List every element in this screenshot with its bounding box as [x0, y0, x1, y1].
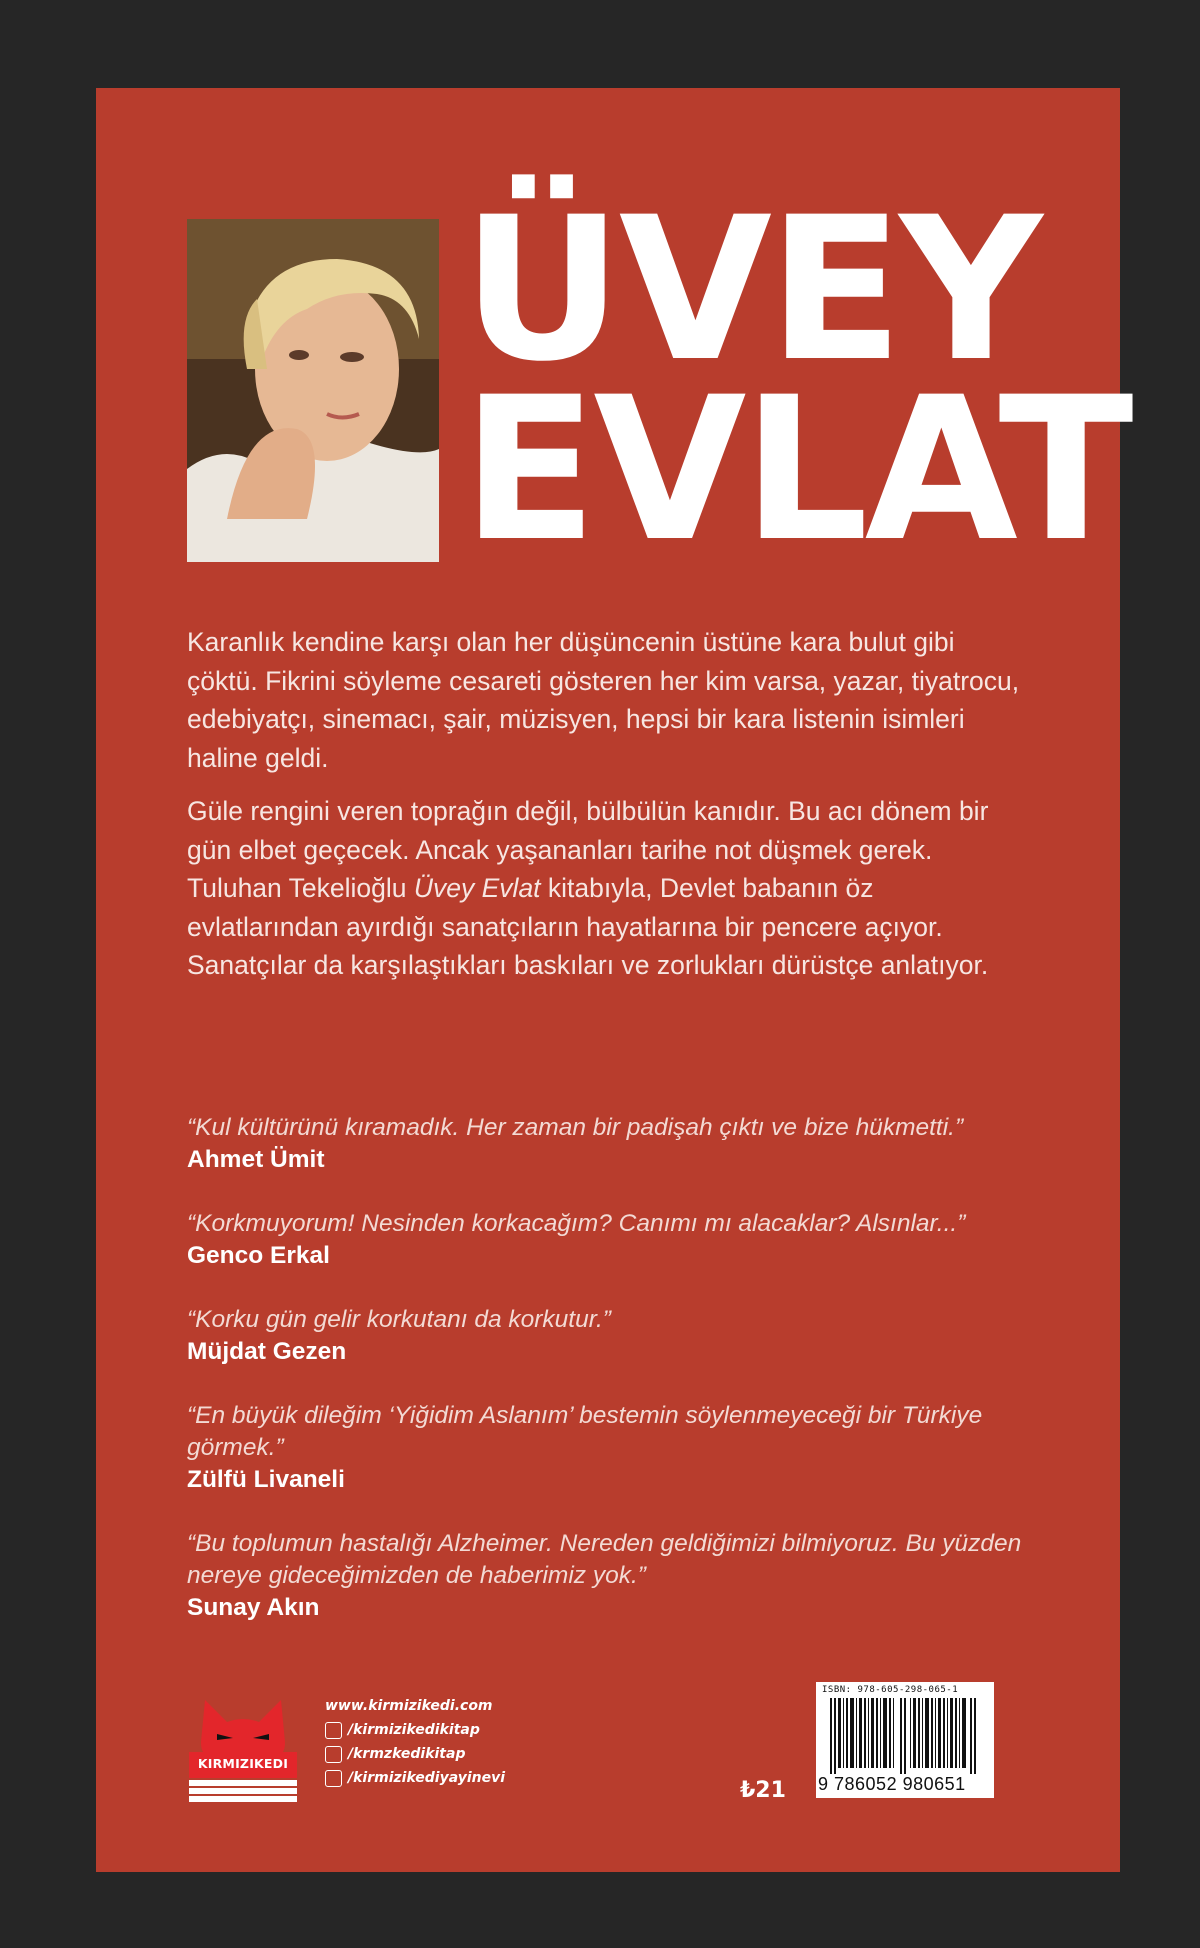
quote-item — [187, 1528, 1027, 1624]
quote-item — [187, 1208, 1027, 1272]
publisher-logo-text: KIRMIZIKEDI — [197, 1756, 289, 1771]
barcode-digits: 9 786052 980651 — [818, 1774, 966, 1794]
isbn-label: ISBN: 978-605-298-065-1 — [822, 1685, 959, 1695]
blurb — [187, 623, 1027, 1000]
quote-item — [187, 1112, 1027, 1176]
quote-text: “Bu toplumun hastalığı Alzheimer. Nereden geldiğimizi bilmiyoruz. Bu yüzden nereye gideceğimizden de haberimiz yok.” — [187, 1530, 1022, 1589]
blurb-paragraph-1: Karanlık kendine karşı olan her düşüncenin üstüne kara bulut gibi çöktü. Fikrini söyleme cesareti gösteren her kim varsa, yazar, tiyatrocu, edebiyatçı, sinemacı, şair, müzisyen, hepsi bir kara listenin isimleri haline geldi. — [187, 627, 1020, 773]
publisher-logo — [187, 1692, 299, 1802]
twitter-icon — [325, 1746, 342, 1763]
quote-author: Sunay Akın — [187, 1594, 320, 1621]
title-line-1: ÜVEY — [462, 174, 1039, 405]
quote-author: Zülfü Livaneli — [187, 1466, 345, 1493]
blurb-paragraph-2 — [187, 792, 1027, 985]
instagram-icon — [325, 1770, 342, 1787]
price-label: ₺21 — [740, 1778, 786, 1803]
quotes-list — [187, 1112, 1027, 1656]
instagram-link[interactable] — [325, 1766, 505, 1790]
isbn-barcode — [816, 1682, 994, 1798]
quote-text: “Korku gün gelir korkutanı da korkutur.” — [187, 1306, 611, 1333]
title-line-2: EVLAT — [462, 354, 1130, 585]
book-back-cover — [96, 88, 1130, 1872]
facebook-icon — [325, 1722, 342, 1739]
book-title-inline: Üvey Evlat — [413, 873, 541, 903]
quote-author: Ahmet Ümit — [187, 1146, 325, 1173]
quote-item — [187, 1304, 1027, 1368]
publisher-contacts — [325, 1694, 505, 1790]
blurb-paragraph-2-before: Güle rengini veren toprağın değil, bülbülün kanıdır. Bu acı dönem bir gün elbet geçecek. Ancak yaşananları tarihe not düşmek gerek. Tuluhan Tekelioğlu — [187, 796, 989, 903]
quote-author: Genco Erkal — [187, 1242, 330, 1269]
quote-text: “Korkmuyorum! Nesinden korkacağım? Canımı mı alacaklar? Alsınlar...” — [187, 1210, 966, 1237]
author-photo — [187, 219, 439, 562]
cat-logo-icon — [187, 1692, 299, 1802]
website-link[interactable] — [325, 1694, 505, 1718]
quote-author: Müjdat Gezen — [187, 1338, 347, 1365]
quote-text: “Kul kültürünü kıramadık. Her zaman bir padişah çıktı ve bize hükmetti.” — [187, 1114, 964, 1141]
facebook-handle: /kirmizikedikitap — [348, 1722, 480, 1738]
twitter-handle: /krmzkedikitap — [348, 1746, 466, 1762]
quote-item — [187, 1400, 1027, 1496]
instagram-handle: /kirmizikediyayinevi — [348, 1770, 506, 1786]
quote-text: “En büyük dileğim ‘Yiğidim Aslanım’ bestemin söylenmeyeceği bir Türkiye görmek.” — [187, 1402, 983, 1461]
book-title — [462, 174, 1130, 585]
facebook-link[interactable] — [325, 1718, 505, 1742]
twitter-link[interactable] — [325, 1742, 505, 1766]
barcode-icon — [830, 1698, 980, 1774]
blurb-paragraph-2-after: kitabıyla, Devlet babanın öz evlatlarından ayırdığı sanatçıların hayatlarına bir pencere açıyor. Sanatçılar da karşılaştıkları baskıları ve zorlukları dürüstçe anlatıyor. — [187, 873, 989, 980]
website-text: www.kirmizikedi.com — [325, 1698, 493, 1714]
